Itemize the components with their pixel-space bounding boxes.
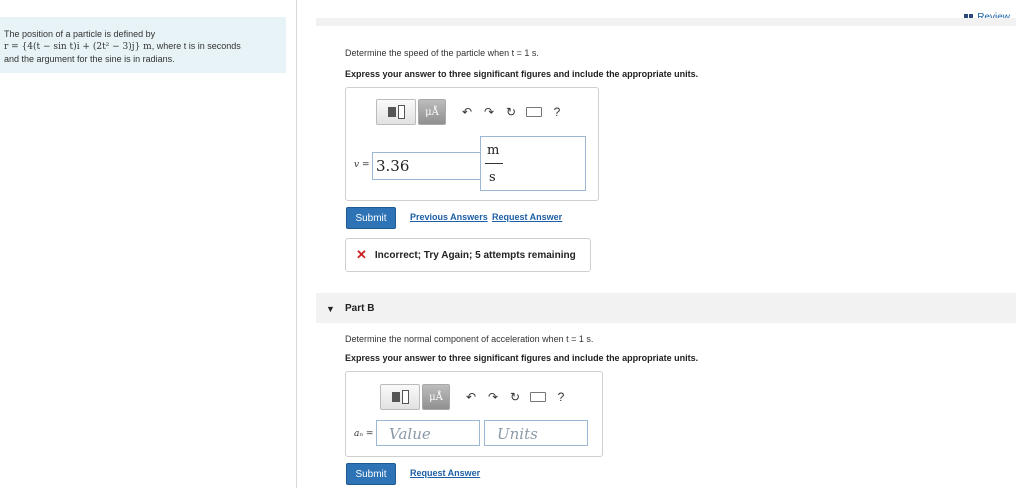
part-b-submit-button[interactable]: Submit bbox=[346, 463, 396, 485]
part-b-answer-box bbox=[345, 371, 603, 457]
part-a-toolbar bbox=[376, 99, 568, 125]
part-a-variable-label: v = bbox=[354, 160, 370, 170]
redo-icon[interactable]: ↷ bbox=[487, 390, 499, 404]
redo-icon[interactable]: ↷ bbox=[483, 105, 495, 119]
units-symbols-button[interactable]: μÅ bbox=[422, 384, 450, 410]
part-b-units-input[interactable] bbox=[484, 420, 588, 446]
unit-denominator: s bbox=[489, 170, 496, 185]
feedback-message bbox=[345, 238, 591, 272]
part-a-request-answer-link[interactable]: Request Answer bbox=[492, 212, 563, 222]
incorrect-x-icon: ✕ bbox=[356, 247, 367, 262]
part-a-submit-button[interactable]: Submit bbox=[346, 207, 396, 229]
keyboard-icon[interactable] bbox=[526, 107, 542, 117]
unit-numerator: m bbox=[487, 143, 500, 158]
template-icon bbox=[392, 392, 400, 402]
part-b-variable-label: aₙ = bbox=[354, 429, 374, 439]
reset-icon[interactable]: ↻ bbox=[505, 105, 517, 119]
undo-icon[interactable]: ↶ bbox=[465, 390, 477, 404]
part-a-units-input[interactable] bbox=[480, 136, 586, 191]
part-a-instruction: Express your answer to three significant figures and include the appropriate units. bbox=[345, 69, 699, 79]
part-b-toolbar bbox=[380, 384, 572, 410]
part-b-header[interactable] bbox=[316, 293, 1016, 323]
part-b-instruction: Express your answer to three significant figures and include the appropriate units. bbox=[345, 353, 699, 363]
part-b-question: Determine the normal component of acceleration when t = 1 s. bbox=[345, 334, 594, 344]
part-b-title: Part B bbox=[345, 303, 375, 314]
help-button[interactable]: ? bbox=[557, 390, 565, 404]
units-placeholder: Units bbox=[497, 425, 538, 443]
part-a-answer-box bbox=[345, 87, 599, 201]
problem-statement bbox=[4, 28, 284, 65]
units-symbols-button[interactable]: μÅ bbox=[418, 99, 446, 125]
templates-button[interactable] bbox=[380, 384, 420, 410]
value-placeholder: Value bbox=[389, 425, 431, 443]
problem-line-3: and the argument for the sine is in radians. bbox=[4, 54, 175, 64]
part-a-question: Determine the speed of the particle when t = 1 s. bbox=[345, 48, 539, 58]
position-formula: r = {4(t − sin t)i + (2t² − 3)j} m bbox=[4, 42, 152, 52]
problem-line-2: , where t is in seconds bbox=[151, 41, 241, 51]
part-a-value-input[interactable]: 3.36 bbox=[372, 152, 481, 180]
problem-line-1: The position of a particle is defined by bbox=[4, 29, 156, 39]
feedback-text: Incorrect; Try Again; 5 attempts remaining bbox=[374, 249, 576, 261]
panel-divider bbox=[296, 0, 297, 488]
template-icon bbox=[388, 107, 396, 117]
undo-icon[interactable]: ↶ bbox=[461, 105, 473, 119]
collapse-triangle-icon[interactable]: ▼ bbox=[326, 304, 335, 314]
part-b-value-input[interactable] bbox=[376, 420, 480, 446]
fraction-icon bbox=[402, 390, 409, 404]
keyboard-icon[interactable] bbox=[530, 392, 546, 402]
reset-icon[interactable]: ↻ bbox=[509, 390, 521, 404]
previous-answers-link[interactable]: Previous Answers bbox=[410, 212, 488, 222]
fraction-icon bbox=[398, 105, 405, 119]
part-b-request-answer-link[interactable]: Request Answer bbox=[410, 468, 481, 478]
templates-button[interactable] bbox=[376, 99, 416, 125]
fraction-bar bbox=[485, 163, 503, 164]
part-a-header-strip bbox=[316, 18, 1016, 26]
help-button[interactable]: ? bbox=[553, 105, 561, 119]
